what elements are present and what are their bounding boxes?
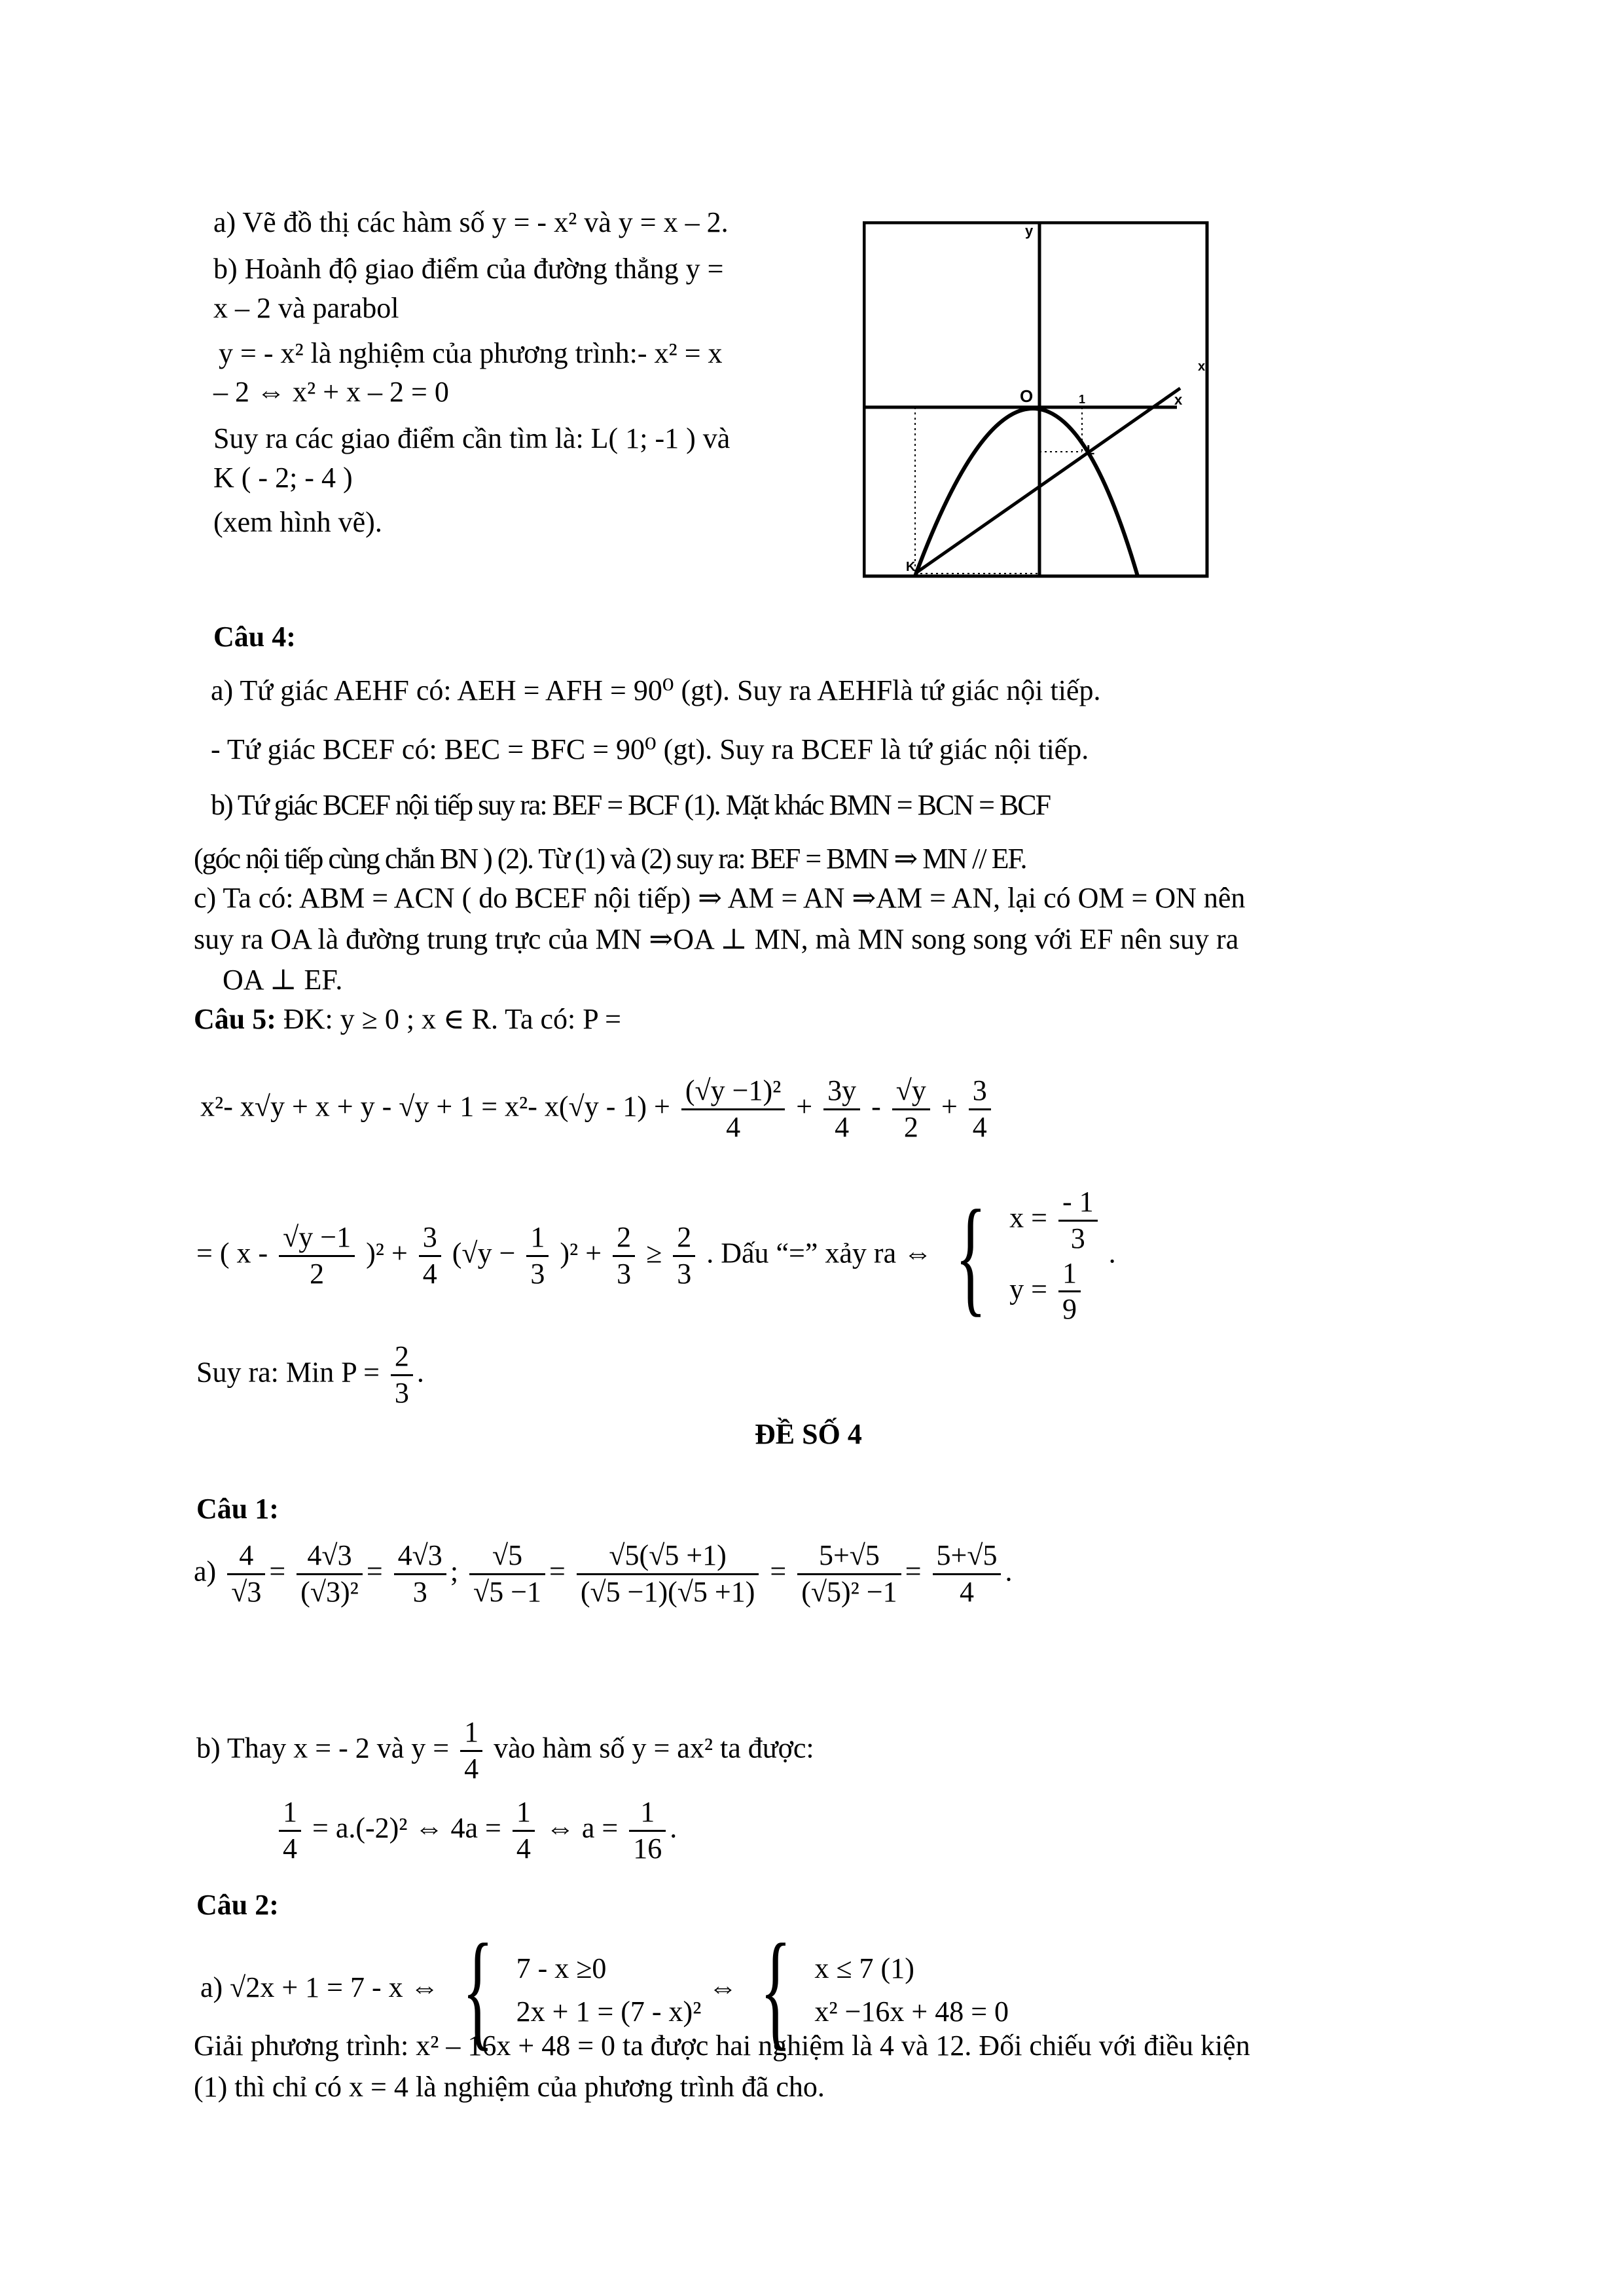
frac-2-over-3-a: $\frac{2}{3}$ <box>613 1220 635 1292</box>
cau2-a: a) √2x + 1 = 7 - x ⇔ { 7 - x ≥0 2x + 1 = (7 - x)² ⇔ { x ≤ 7 (1) x² −16x + 48 = 0 <box>200 1918 1009 2062</box>
label-o: O <box>1020 386 1034 406</box>
cau2-title: Câu 2: <box>196 1889 279 1921</box>
cau1-a: a) $\frac{4}{√3}$ = $\frac{4√3}{\text{(√3)²}}$ = $\frac{4√3}{3}$ ; $\frac{√5}{√5 -1}$ = $\frac{√5(√5 +1)}{(√5 -1)(√5 +1)}$ = $\frac{5+√5}{\text{(√5)² −1}}$ = $\frac{5+√5}{4}$ . <box>194 1539 1013 1608</box>
frac-sqrt-y-minus-1-over-2: $\frac{√y -1}{2}$ <box>279 1220 355 1292</box>
cau5-min: Suy ra: Min P = $\frac{2}{3}$ . <box>196 1339 424 1411</box>
cau5-condition: ĐK: y ≥ 0 ; x ∈ R. Ta có: P = <box>283 1003 621 1035</box>
cau2-p2: (1) thì chỉ có x = 4 là nghiệm của phương trình đã cho. <box>194 2071 825 2103</box>
frac-3-over-4-b: $\frac{3}{4}$ <box>419 1220 441 1292</box>
frac-1-over-3: $\frac{1}{3}$ <box>526 1220 549 1292</box>
cau2-p1: Giải phương trình: x² – 16x + 48 = 0 ta được hai nghiệm là 4 và 12. Đối chiếu với điều kiện <box>194 2030 1250 2062</box>
frac-3y-over-4: $\frac{3y}{4}$ <box>823 1074 860 1145</box>
cau4-c1: c) Ta có: ABM = ACN ( do BCEF nội tiếp) ⇒ AM = AN ⇒AM = AN, lại có OM = ON nên <box>194 882 1246 914</box>
frac-3-over-4: $\frac{3}{4}$ <box>969 1074 991 1145</box>
cau5-square-form: = ( x - $\frac{√y -1}{2}$ )² + $\frac{3}{4}$ (√y − $\frac{1}{3}$ )² + $\frac{2}{3}$ ≥ $\frac{2}{3}$ . Dấu “=” xảy ra ⇔ { x = $\frac{- 1}{3}$ y = $\frac{1}{9}$ . <box>196 1183 1116 1328</box>
p3-line-c3: (xem hình vẽ). <box>213 506 382 538</box>
p3-line-c1: Suy ra các giao điểm cần tìm là: L( 1; -1 ) và <box>213 422 731 454</box>
cau1-title: Câu 1: <box>196 1493 279 1525</box>
cau4-c2: suy ra OA là đường trung trực của MN ⇒OA ⊥ MN, mà MN song song với EF nên suy ra <box>194 923 1239 955</box>
label-x: x <box>1174 392 1183 408</box>
cau1-b2: $\frac{1}{4}$ = a.(-2)² ⇔ 4a = $\frac{1}{4}$ ⇔ a = $\frac{1}{16}$ . <box>275 1795 677 1867</box>
cau5-expansion-left: x²- x√y + x + y - √y + 1 = x²- x(√y - 1) + <box>200 1090 670 1123</box>
cau4-b: b) Tứ giác BCEF nội tiếp suy ra: BEF = BCF (1). Mặt khác BMN = BCN = BCF <box>211 789 1051 821</box>
label-y: y <box>1025 223 1034 239</box>
frac-2-over-3-b: $\frac{2}{3}$ <box>673 1220 695 1292</box>
parabol-line-graph <box>863 221 1210 579</box>
system-brace: { <box>955 1183 987 1328</box>
cau4-b2: (góc nội tiếp cùng chắn BN ) (2). Từ (1) và (2) suy ra: BEF = BMN ⇒ MN // EF. <box>194 843 1026 875</box>
equality-system: x = $\frac{- 1}{3}$ y = $\frac{1}{9}$ <box>1009 1185 1101 1327</box>
p3-line-b1: b) Hoành độ giao điểm của đường thẳng y = <box>213 253 724 285</box>
cau4-a: a) Tứ giác AEHF có: AEH = AFH = 90⁰ (gt). Suy ra AEHFlà tứ giác nội tiếp. <box>211 674 1101 706</box>
label-one: 1 <box>1079 393 1086 406</box>
cau1-b1: b) Thay x = - 2 và y = $\frac{1}{4}$ vào hàm số y = ax² ta được: <box>196 1716 814 1785</box>
label-side-x: x <box>1198 359 1206 374</box>
p3-line-b4: – 2 ⇔ x² + x – 2 = 0 <box>213 376 449 408</box>
cau4-title: Câu 4: <box>213 621 296 653</box>
cau4-a2: - Tứ giác BCEF có: BEC = BFC = 90⁰ (gt). Suy ra BCEF là tứ giác nội tiếp. <box>211 733 1089 765</box>
label-k: K <box>906 560 916 574</box>
cau4-c3: OA ⊥ EF. <box>223 964 343 996</box>
p3-line-b2: x – 2 và parabol <box>213 292 399 324</box>
p3-line-a: a) Vẽ đồ thị các hàm số y = - x² và y = x – 2. <box>213 206 729 238</box>
cau5-header <box>194 1003 621 1036</box>
de4-title: ĐỀ SỐ 4 <box>755 1418 862 1450</box>
frac-sqrt-y-over-2: $\frac{√y}{2}$ <box>892 1074 930 1145</box>
p3-line-c2: K ( - 2; - 4 ) <box>213 462 353 494</box>
label-l: L <box>1087 443 1095 458</box>
cau5-title: Câu 5: <box>194 1003 276 1035</box>
frac-min-2-over-3: $\frac{2}{3}$ <box>391 1339 413 1411</box>
p3-line-b3: y = - x² là nghiệm của phương trình:- x² = x <box>219 337 723 369</box>
frac-sqrt-y-minus-1-sq-over-4: $\frac{\text{(√y −1)²}}{4}$ <box>681 1074 785 1145</box>
cau5-expansion: x²- x√y + x + y - √y + 1 = x²- x(√y - 1) + $\frac{\text{(√y −1)²}}{4}$ + $\frac{3y}{4}$ - $\frac{√y}{2}$ + $\frac{3}{4}$ <box>200 1074 995 1145</box>
